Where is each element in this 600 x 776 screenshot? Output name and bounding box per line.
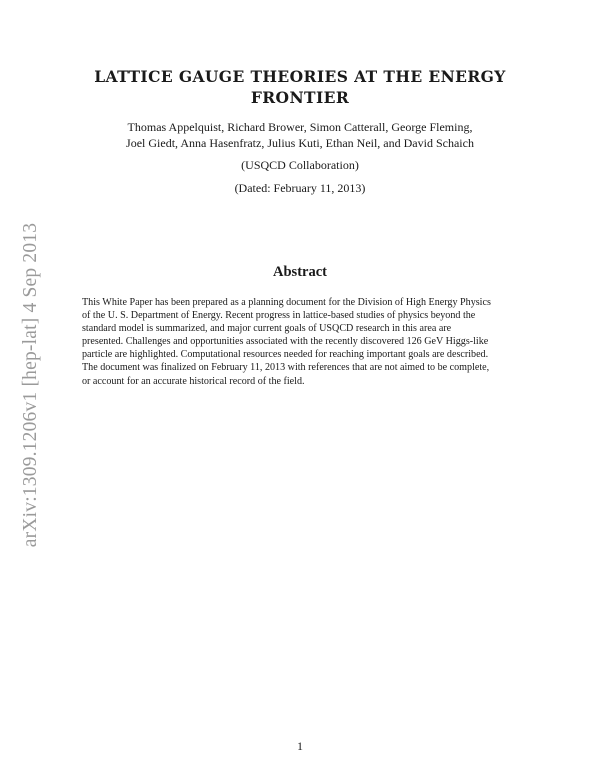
author-line: Thomas Appelquist, Richard Brower, Simon Catterall, George Fleming, [127, 120, 473, 134]
abstract-line: The document was finalized on February 11, 2013 with references that are not aimed to be complete, [82, 362, 490, 374]
author-list [80, 119, 520, 151]
title-line: FRONTIER [250, 88, 350, 107]
author-line: Joel Giedt, Anna Hasenfratz, Julius Kuti, Ethan Neil, and David Schaich [126, 136, 474, 150]
arxiv-identifier-stamp: arXiv:1309.1206v1 [hep-lat] 4 Sep 2013 [20, 222, 41, 548]
abstract-line: particle are highlighted. Computational resources needed for reaching important goals are described. [82, 349, 489, 361]
abstract-body [82, 296, 522, 388]
collaboration-name: (USQCD Collaboration) [241, 158, 359, 172]
abstract-line: standard model is summarized, and major current goals of USQCD research in this area are [82, 323, 452, 335]
abstract-line: or account for an accurate historical record of the field. [82, 375, 305, 387]
abstract-line: of the U. S. Department of Energy. Recent progress in lattice-based studies of physics beyond the [82, 310, 476, 322]
abstract-line: This White Paper has been prepared as a planning document for the Division of High Energy Physics [82, 297, 491, 308]
title-line: LATTICE GAUGE THEORIES AT THE ENERGY [94, 67, 506, 86]
abstract-line: presented. Challenges and opportunities associated with the recently discovered 126 GeV Higgs-like [82, 336, 489, 348]
date-line: (Dated: February 11, 2013) [234, 181, 366, 195]
paper-title [60, 66, 540, 108]
abstract-heading: Abstract [273, 264, 327, 280]
page-number: 1 [297, 739, 303, 753]
